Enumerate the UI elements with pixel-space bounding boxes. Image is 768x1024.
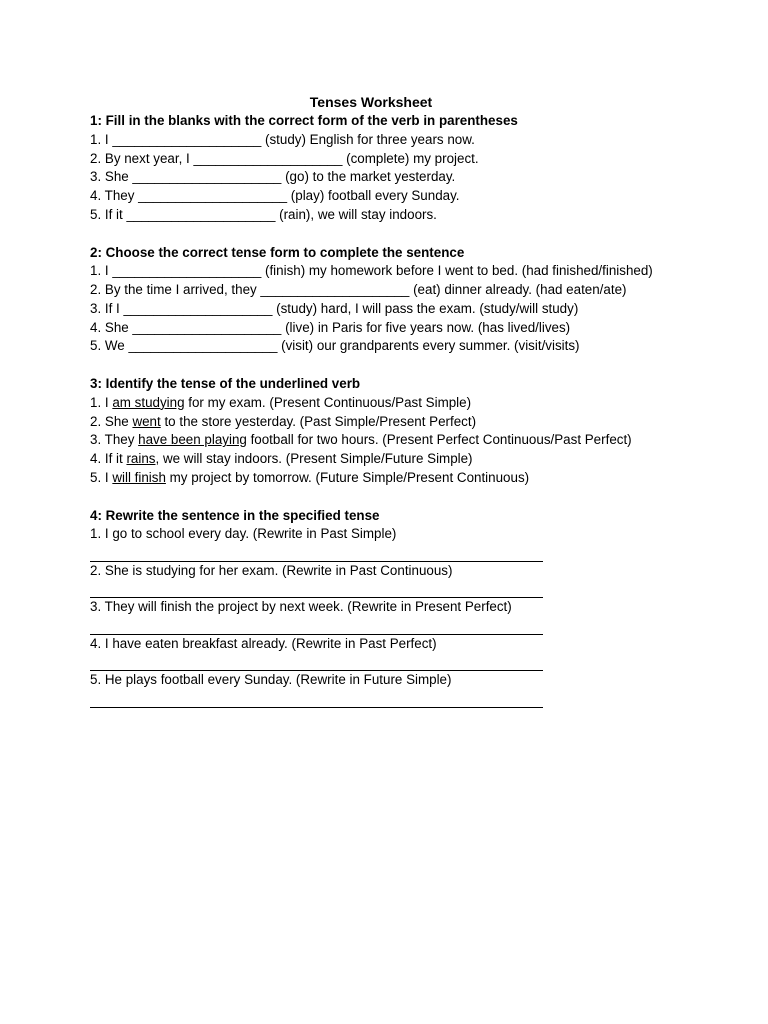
section-1-item: 3. She ____________________ (go) to the market yesterday.: [90, 169, 456, 185]
section-3-item: [90, 413, 730, 432]
answer-line[interactable]: [90, 543, 543, 562]
answer-line[interactable]: [90, 580, 543, 599]
answer-line[interactable]: [90, 689, 543, 708]
section-1-item: 2. By next year, I ____________________ (complete) my project.: [90, 150, 479, 166]
item-text: 5. I: [90, 469, 113, 485]
item-text: my project by tomorrow. (Future Simple/Present Continuous): [165, 469, 530, 485]
item-text: 3. They: [90, 432, 139, 448]
section-3-item: [90, 450, 730, 469]
item-text: 1. I: [90, 394, 113, 410]
section-2-item: 4. She ____________________ (live) in Paris for five years now. (has lived/lives): [90, 319, 571, 335]
section-2-item: 3. If I ____________________ (study) hard, I will pass the exam. (study/will study): [90, 300, 579, 316]
section-4: [90, 507, 730, 708]
section-1-heading: 1: Fill in the blanks with the correct form of the verb in parentheses: [90, 113, 518, 128]
underlined-verb: have been playing: [138, 432, 247, 448]
item-text: for my exam. (Present Continuous/Past Simple): [184, 394, 472, 410]
section-1-item: 5. If it ____________________ (rain), we will stay indoors.: [90, 206, 437, 222]
section-2: [90, 244, 730, 357]
section-3-item: [90, 394, 730, 413]
item-text: , we will stay indoors. (Present Simple/Future Simple): [155, 451, 473, 466]
section-4-item: 2. She is studying for her exam. (Rewrite in Past Continuous): [90, 562, 453, 578]
section-1-item: 4. They ____________________ (play) football every Sunday.: [90, 188, 460, 203]
underlined-verb: rains: [126, 451, 156, 466]
section-4-item: 5. He plays football every Sunday. (Rewrite in Future Simple): [90, 672, 452, 688]
section-3-heading: 3: Identify the tense of the underlined verb: [90, 376, 361, 391]
underlined-verb: went: [132, 413, 161, 429]
item-text: to the store yesterday. (Past Simple/Present Perfect): [160, 413, 477, 429]
answer-line[interactable]: [90, 616, 543, 635]
answer-line[interactable]: [90, 653, 543, 672]
section-3-item: [90, 431, 730, 450]
item-text: football for two hours. (Present Perfect Continuous/Past Perfect): [246, 432, 632, 448]
section-4-item: 4. I have eaten breakfast already. (Rewrite in Past Perfect): [90, 635, 437, 651]
section-4-heading: 4: Rewrite the sentence in the specified tense: [90, 507, 380, 523]
underlined-verb: will finish: [112, 469, 166, 485]
worksheet-title: Tenses Worksheet: [309, 94, 433, 110]
section-1-item: 1. I ____________________ (study) English for three years now.: [90, 131, 475, 147]
section-2-item: 1. I ____________________ (finish) my homework before I went to bed. (had finished/finished): [90, 263, 653, 279]
section-2-item: 2. By the time I arrived, they ____________________ (eat) dinner already. (had eaten/ate): [90, 282, 627, 297]
item-text: 4. If it: [90, 451, 127, 466]
underlined-verb: am studying: [112, 394, 185, 410]
section-3-item: [90, 469, 730, 488]
section-2-heading: 2: Choose the correct tense form to complete the sentence: [90, 244, 465, 260]
section-1: [90, 112, 730, 225]
section-4-item: 1. I go to school every day. (Rewrite in Past Simple): [90, 526, 397, 542]
item-text: 2. She: [90, 413, 133, 429]
section-3: [90, 375, 730, 488]
section-4-item: 3. They will finish the project by next week. (Rewrite in Present Perfect): [90, 599, 512, 615]
section-2-item: 5. We ____________________ (visit) our grandparents every summer. (visit/visits): [90, 338, 580, 354]
worksheet-page: [90, 93, 730, 708]
